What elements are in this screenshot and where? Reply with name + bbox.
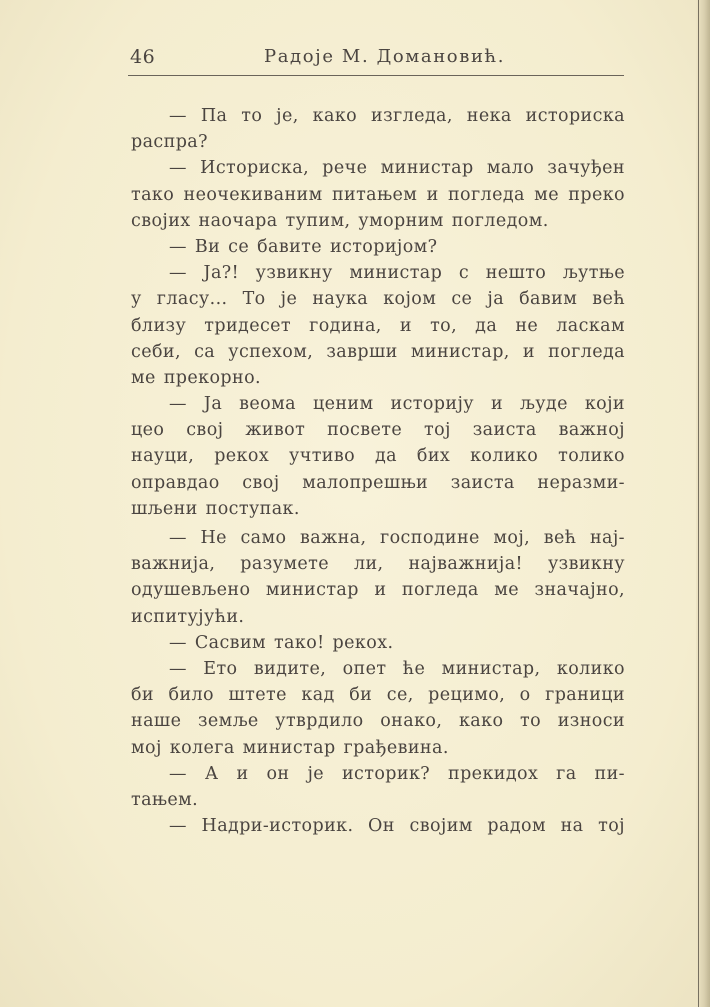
text-line: у гласу... То је наука којом се ја бавим већ: [131, 289, 625, 310]
text-line: наше земље утврдило онако, како то износи: [131, 711, 625, 732]
text-line: себи, са успехом, заврши министар, и погледа: [131, 341, 625, 362]
running-head: Радоје М. Домановић.: [264, 46, 506, 67]
text-line: мој колега министар грађевина.: [131, 737, 449, 758]
text-line: оправдао свој малопрешњи заиста неразми-: [131, 472, 625, 493]
text-line: одушевљено министар и погледа ме значајно,: [131, 580, 625, 601]
text-line: цео свој живот посвете тој заиста важној: [131, 420, 625, 441]
text-line: науци, рекох учтиво да бих колико толико: [131, 446, 625, 467]
text-line: својих наочара тупим, уморним погледом.: [131, 210, 549, 231]
text-line: — Не само важна, господине мој, већ нај-: [169, 528, 625, 548]
text-line: — Ви се бавите историјом?: [169, 236, 438, 257]
text-line: — Ја?! узвикну министар с нешто љутње: [169, 263, 625, 284]
page-header: [130, 46, 624, 74]
text-line: — Па то је, како изгледа, нека историска: [169, 106, 625, 126]
text-line: испитујући.: [131, 606, 245, 627]
page-number: 46: [130, 46, 156, 68]
text-line: тако неочекиваним питањем и погледа ме преко: [131, 184, 625, 205]
text-line: — Ја веома ценим историју и људе који: [169, 394, 625, 415]
text-line: — А и он је историк? прекидох га пи-: [169, 763, 625, 784]
text-line: — Надри-историк. Он својим радом на тој: [169, 816, 625, 837]
text-line: — Сасвим тако! рекох.: [169, 632, 394, 653]
page-edge-line: [698, 0, 699, 1007]
body-text: [131, 103, 625, 839]
text-line: важнија, разумете ли, најважнија! узвикну: [131, 554, 625, 575]
text-line: ме прекорно.: [131, 367, 261, 388]
text-line: тањем.: [131, 789, 199, 810]
header-rule: [128, 75, 624, 76]
text-line: — Историска, рече министар мало зачуђен: [169, 158, 625, 179]
text-line: распра?: [131, 132, 208, 153]
text-line: близу тридесет година, и то, да не ласкам: [131, 315, 625, 336]
text-line: — Ето видите, опет ће министар, колико: [169, 658, 625, 679]
text-line: би било штете кад би се, рецимо, о граници: [131, 685, 625, 706]
text-line: шљени поступак.: [131, 498, 300, 519]
